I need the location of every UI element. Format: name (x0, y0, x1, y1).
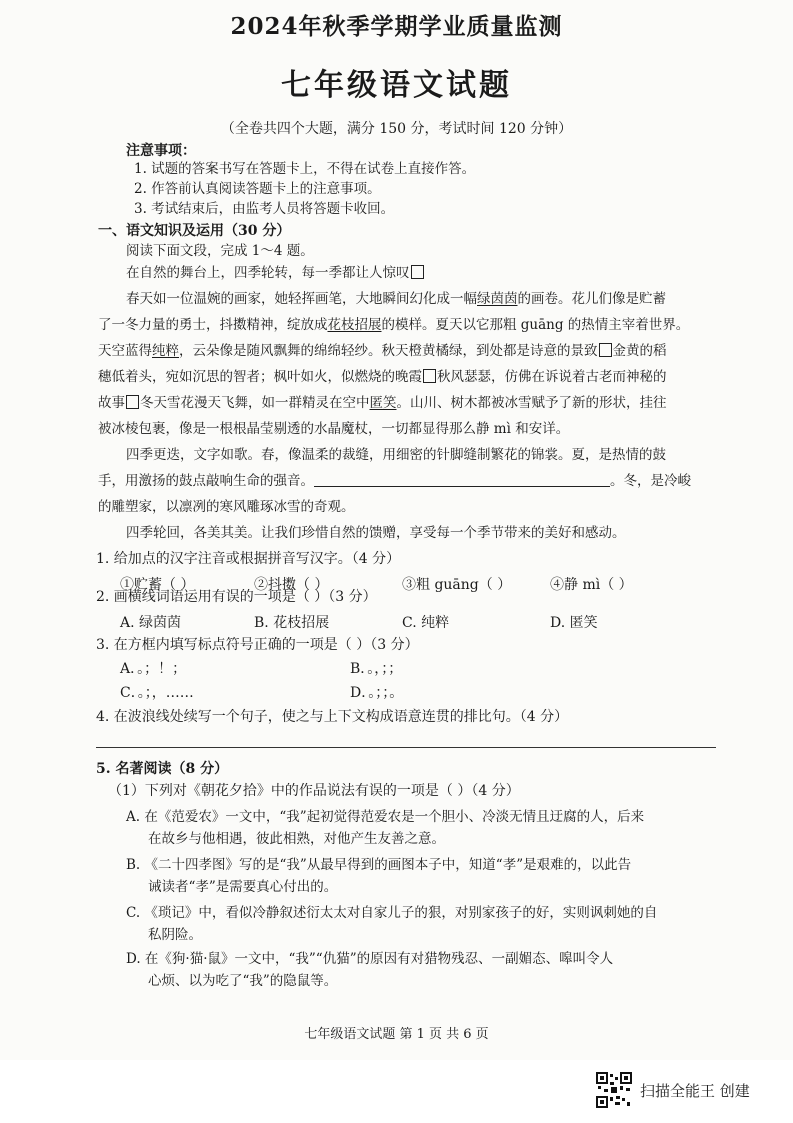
punct-box (423, 369, 436, 383)
q1-option[interactable]: ④静 mì（ ） (550, 577, 633, 593)
passage-line: 穗低着头，宛如沉思的智者；枫叶如火，似燃烧的晚霞 秋风瑟瑟，仿佛在诉说着古老而神秘的 (98, 369, 667, 385)
notice-item: 2. 作答前认真阅读答题卡上的注意事项。 (134, 181, 381, 197)
passage-line: 在自然的舞台上，四季轮转，每一季都让人惊叹 (126, 264, 425, 282)
passage-line: 春天如一位温婉的画家，她轻挥画笔，大地瞬间幻化成一幅绿茵茵的画卷。花儿们像是贮蓄 (126, 291, 666, 307)
wavy-blank[interactable] (314, 472, 610, 487)
passage-line: 了一冬力量的勇士，抖擞精神，绽放成花枝招展的模样。夏天以它那粗 guāng 的热情主宰着世界。 (98, 317, 690, 333)
question-4-stem: 4. 在波浪线处续写一个句子，使之与上下文构成语意连贯的排比句。（4 分） (96, 709, 569, 725)
punct-box (126, 395, 139, 409)
qr-code-icon (596, 1072, 632, 1108)
question-2-stem-text: 2. 画横线词语运用有误的一项是（ ）（3 分） (96, 589, 377, 605)
q2-option[interactable]: A. 绿茵茵 (120, 615, 182, 631)
passage-line: 被冰棱包裹，像是一根根晶莹剔透的水晶魔杖，一切都显得那么静 mì 和安详。 (98, 421, 570, 437)
page-footer: 七年级语文试题 第 1 页 共 6 页 (304, 1027, 489, 1042)
q5-option-b-cont: 诫读者“孝”是需要真心付出的。 (148, 879, 338, 895)
subject-title: 七年级语文试题 (281, 68, 512, 103)
instruction: 阅读下面文段，完成 1～4 题。 (126, 243, 314, 259)
q3-option[interactable]: A．。；！； (120, 661, 187, 677)
q1-option[interactable]: ②抖擞（ ） (254, 577, 329, 593)
q5-option-d[interactable]: D. 在《狗·猫·鼠》一文中，“我”“仇猫”的原因有对猎物残忍、一副媚态、嗥叫令人 (126, 951, 614, 967)
exam-info: （全卷共四个大题，满分 150 分，考试时间 120 分钟） (220, 121, 573, 137)
exam-title: 2024年秋季学期学业质量监测 (230, 13, 563, 40)
q5-option-a[interactable]: A. 在《范爱农》一文中，“我”起初觉得范爱农是一个胆小、冷淡无情且迂腐的人，后来 (126, 809, 645, 825)
passage-line: 四季更迭，文字如歌。春，像温柔的裁缝，用细密的针脚缝制繁花的锦裳。夏，是热情的鼓 (126, 447, 666, 463)
q5-option-d-cont: 心烦、以为吃了“我”的隐鼠等。 (148, 973, 338, 989)
notice-heading: 注意事项： (126, 143, 196, 159)
q5-option-c-cont: 私阴险。 (148, 927, 202, 943)
section-heading: 一、语文知识及运用（30 分） (98, 223, 291, 239)
passage-line: 故事 冬天雪花漫天飞舞，如一群精灵在空中匿笑。山川、树木都被冰雪赋予了新的形状，挂往 (98, 395, 667, 411)
q1-option[interactable]: ①贮蓄（ ） (120, 577, 195, 593)
passage-line: 天空蓝得纯粹，云朵像是随风飘舞的绵绵轻纱。秋天橙黄橘绿，到处都是诗意的景致 金黄的稻 (98, 343, 667, 359)
punct-box (599, 343, 612, 357)
question-1-stem: 1. 给加点的汉字注音或根据拼音写汉字。（4 分） (96, 551, 401, 567)
q1-option[interactable]: ③粗 guāng（ ） (402, 577, 512, 593)
question-3-stem: 3. 在方框内填写标点符号正确的一项是（ ）（3 分） (96, 637, 419, 653)
q2-option[interactable]: C. 纯粹 (402, 615, 450, 631)
q5-option-b[interactable]: B. 《二十四孝图》写的是“我”从最早得到的画图本子中，知道“孝”是艰难的，以此告 (126, 857, 632, 873)
passage-line: 的雕塑家，以凛冽的寒风雕琢冰雪的奇观。 (98, 499, 355, 515)
punct-box (411, 265, 424, 279)
q3-option[interactable]: C．。；，…… (120, 685, 194, 701)
question-5-sub: （1）下列对《朝花夕拾》中的作品说法有误的一项是（ ）（4 分） (108, 783, 520, 799)
passage-line: 四季轮回，各美其美。让我们珍惜自然的馈赠，享受每一个季节带来的美好和感动。 (126, 525, 626, 541)
answer-line[interactable] (96, 747, 716, 748)
q3-option[interactable]: D．。；；。 (350, 685, 404, 701)
question-5-heading: 5. 名著阅读（8 分） (96, 761, 229, 777)
notice-item: 3. 考试结束后，由监考人员将答题卡收回。 (134, 201, 395, 217)
q2-option[interactable]: B. 花枝招展 (254, 615, 330, 631)
passage-line: 手，用激扬的鼓点敲响生命的强音。 。冬，是冷峻 (98, 473, 691, 489)
scanner-brand: 扫描全能王 创建 (640, 1082, 750, 1100)
q5-option-a-cont: 在故乡与他相遇，彼此相熟，对他产生友善之意。 (148, 831, 445, 847)
q5-option-c[interactable]: C. 《琐记》中，看似冷静叙述衍太太对自家儿子的狠，对别家孩子的好，实则讽刺她的自 (126, 905, 658, 921)
q3-option[interactable]: B．。，；； (350, 661, 403, 677)
notice-item: 1. 试题的答案书写在答题卡上，不得在试卷上直接作答。 (134, 161, 476, 177)
q2-option[interactable]: D. 匿笑 (550, 615, 598, 631)
